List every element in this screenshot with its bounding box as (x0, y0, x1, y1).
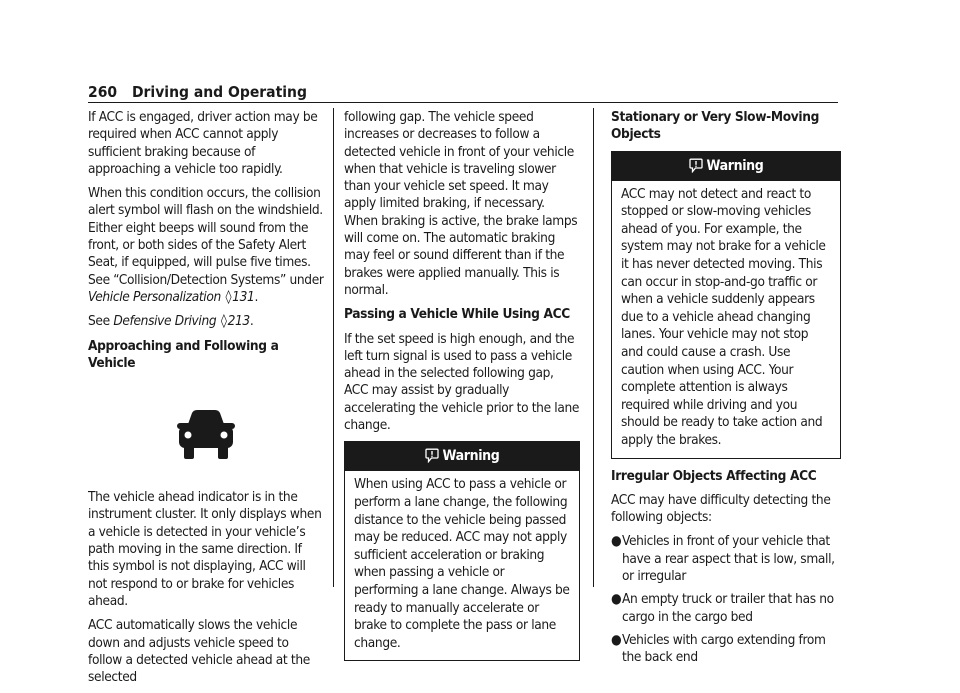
bullet-icon: ● (611, 631, 622, 648)
warning-title: Warning (442, 448, 500, 465)
paragraph: ACC automatically slows the vehicle down and adjusts vehicle speed to follow a detected vehicle ahead at the selected (88, 617, 310, 686)
subheading: Approaching and Following a Vehicle (88, 337, 279, 371)
paragraph: ACC may have difficulty detecting the following objects: (611, 491, 831, 526)
paragraph: If ACC is engaged, driver action may be required when ACC cannot apply sufficient braking because of approaching a vehicle too rapidly. (88, 109, 318, 177)
warning-title: Warning (706, 157, 764, 174)
punctuation: . (249, 313, 254, 330)
warning-speech-bubble-icon (425, 448, 439, 463)
paragraph: following gap. The vehicle speed increases or decreases to follow a detected vehicle in front of your vehicle when that vehicle is traveling slower than your vehicle set speed. It may apply limited braking, if necessary. When braking is active, the brake lamps will come on. The automatic braking may feel or sound different than if the brakes were applied manually. This is normal. (344, 109, 578, 298)
warning-box (344, 441, 580, 661)
column-1 (88, 109, 324, 693)
section-title: Driving and Operating (131, 83, 307, 101)
paragraph (88, 313, 324, 330)
column-3 (611, 109, 841, 672)
paragraph-text: When this condition occurs, the collision alert symbol will flash on the windshield. Either eight beeps will sound from the front, or both sides of the Safety Alert Seat, if equipped, will pulse five times. See “Collision/Detection Systems” under (88, 185, 324, 288)
paragraph: If the set speed is high enough, and the left turn signal is used to pass a vehicle ahead in the selected following gap, ACC may assist by gradually accelerating the vehicle prior to the lane change. (344, 330, 580, 434)
subheading: Irregular Objects Affecting ACC (611, 467, 817, 484)
page-reference-arrow-icon: ◊ (225, 288, 232, 305)
column-divider-1 (333, 108, 334, 587)
vehicle-ahead-indicator-icon (88, 379, 324, 489)
warning-text: ACC may not detect and react to stopped or slow-moving vehicles ahead of you. For example, the system may not brake for a vehicle it has never detected moving. This can occur in stop-and-go traffic or when a vehicle suddenly appears due to a vehicle ahead changing lanes. Your vehicle may not stop and could cause a crash. Use caution when using ACC. Your complete attention is always required while driving and you should be ready to take action and apply the brakes. (621, 185, 826, 448)
page-reference-arrow-icon: ◊ (220, 313, 227, 330)
list-item (611, 591, 841, 626)
warning-speech-bubble-icon (689, 158, 703, 173)
warning-text: When using ACC to pass a vehicle or perform a lane change, the following distance to the vehicle being passed may be reduced. ACC may not apply sufficient acceleration or braking when passing a vehicle or performing a lane change. Always be ready to manually accelerate or brake to complete the pass or lane change. (354, 476, 570, 651)
column-2 (344, 109, 580, 670)
list-item-text: An empty truck or trailer that has no cargo in the cargo bed (622, 591, 834, 625)
page-reference-number[interactable]: 213 (227, 313, 250, 330)
warning-header (612, 152, 840, 181)
paragraph-text: See (88, 313, 114, 330)
header-rule (88, 102, 838, 103)
subheading: Passing a Vehicle While Using ACC (344, 306, 570, 323)
punctuation: . (254, 288, 258, 305)
paragraph: The vehicle ahead indicator is in the instrument cluster. It only displays when a vehicle is detected in your vehicle’s path moving in the same direction. If this symbol is not displaying, ACC will not respond to or brake for vehicles ahead. (88, 489, 322, 609)
page-number: 260 (88, 83, 118, 101)
list-item-text: Vehicles in front of your vehicle that have a rear aspect that is low, small, or irregular (622, 533, 835, 584)
list-item-text: Vehicles with cargo extending from the back end (622, 631, 826, 666)
cross-reference-link[interactable]: Vehicle Personalization (88, 288, 221, 305)
cross-reference-link[interactable]: Defensive Driving (113, 313, 217, 330)
column-divider-2 (593, 108, 594, 587)
list-item (611, 632, 841, 667)
page-reference-number[interactable]: 131 (232, 288, 255, 305)
subheading: Stationary or Very Slow-Moving Objects (611, 109, 820, 143)
warning-header (345, 442, 579, 471)
bullet-list (611, 533, 841, 666)
bullet-icon: ● (611, 533, 622, 550)
list-item (611, 533, 841, 585)
bullet-icon: ● (611, 591, 622, 608)
paragraph (88, 185, 324, 306)
warning-box (611, 151, 841, 459)
